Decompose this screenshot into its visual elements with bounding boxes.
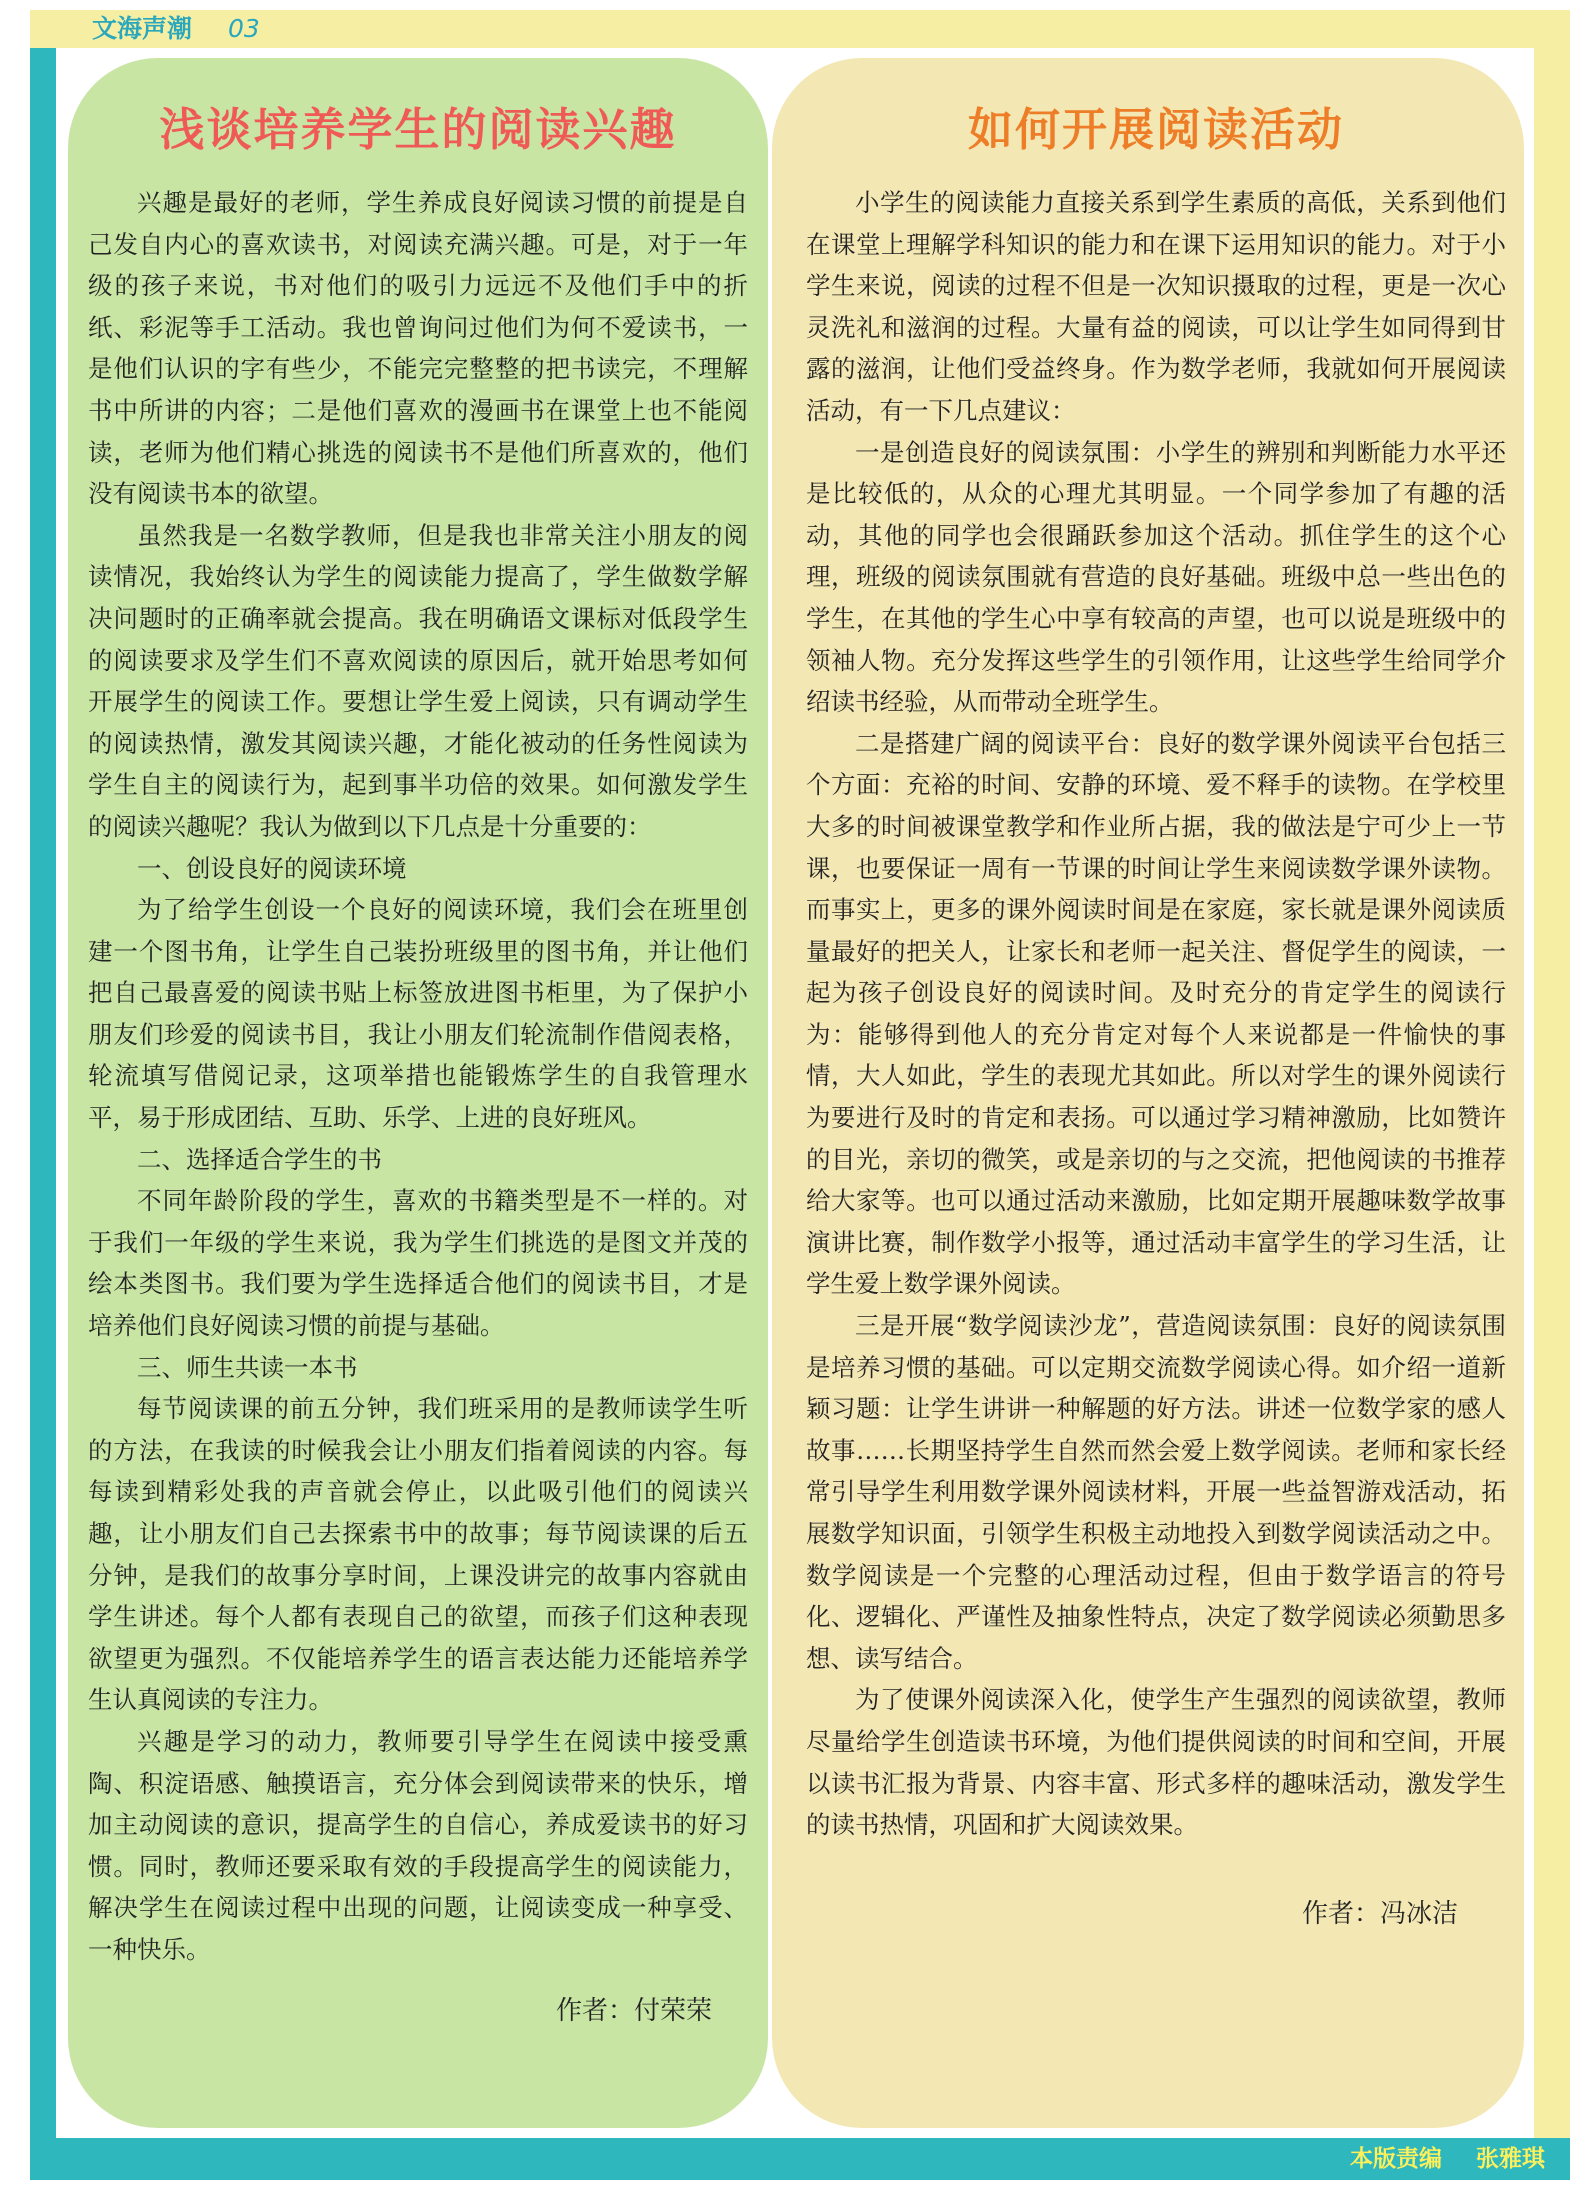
paragraph: 一是创造良好的阅读氛围：小学生的辨别和判断能力水平还是比较低的，从众的心理尤其明显。一个同学参加了有趣的活动，其他的同学也会很踊跃参加这个活动。抓住学生的这个心理，班级的阅读氛围就有营造的良好基础。班级中总一些出色的学生，在其他的学生心中享有较高的声望，也可以说是班级中的领袖人物。充分发挥这些学生的引领作用，让这些学生给同学介绍读书经验，从而带动全班学生。 <box>806 437 1506 717</box>
section-name: 文海声潮 <box>92 14 193 43</box>
paragraph: 为了给学生创设一个良好的阅读环境，我们会在班里创建一个图书角，让学生自己装扮班级里的图书角，并让他们把自己最喜爱的阅读书贴上标签放进图书柜里，为了保护小朋友们珍爱的阅读书目，我让小朋友们轮流制作借阅表格，轮流填写借阅记录，这项举措也能锻炼学生的自我管理水平，易于形成团结、互助、乐学、上进的良好班风。 <box>88 895 748 1133</box>
right-article-body <box>806 182 1506 1846</box>
right-article-author: 作者：冯冰洁 <box>1301 1898 1458 1929</box>
section-heading: 二、选择适合学生的书 <box>137 1144 382 1174</box>
left-article-body <box>88 182 748 1971</box>
top-border-stripe <box>30 10 1570 48</box>
editor-name: 张雅琪 <box>1476 2146 1545 2172</box>
right-article-panel <box>772 58 1524 2128</box>
paragraph: 三是开展“数学阅读沙龙”，营造阅读氛围：良好的阅读氛围是培养习惯的基础。可以定期交流数学阅读心得。如介绍一道新颖习题：让学生讲讲一种解题的好方法。讲述一位数学家的感人故事……长期坚持学生自然而然会爱上数学阅读。老师和家长经常引导学生利用数学课外阅读材料，开展一些益智游戏活动，拓展数学知识面，引领学生积极主动地投入到数学阅读活动之中。数学阅读是一个完整的心理活动过程，但由于数学语言的符号化、逻辑化、严谨性及抽象性特点，决定了数学阅读必须勤思多想、读写结合。 <box>806 1311 1506 1673</box>
paragraph: 二是搭建广阔的阅读平台：良好的数学课外阅读平台包括三个方面：充裕的时间、安静的环境、爱不释手的读物。在学校里大多的时间被课堂教学和作业所占据，我的做法是宁可少上一节课，也要保证一周有一节课的时间让学生来阅读数学课外读物。而事实上，更多的课外阅读时间是在家庭，家长就是课外阅读质量最好的把关人，让家长和老师一起关注、督促学生的阅读，一起为孩子创设良好的阅读时间。及时充分的肯定学生的阅读行为：能够得到他人的充分肯定对每个人来说都是一件愉快的事情，大人如此，学生的表现尤其如此。所以对学生的课外阅读行为要进行及时的肯定和表扬。可以通过学习精神激励，比如赞许的目光，亲切的微笑，或是亲切的与之交流，把他阅读的书推荐给大家等。也可以通过活动来激励，比如定期开展趣味数学故事演讲比赛，制作数学小报等，通过活动丰富学生的学习生活，让学生爱上数学课外阅读。 <box>806 728 1506 1299</box>
left-article-panel <box>68 58 768 2128</box>
paragraph: 兴趣是学习的动力，教师要引导学生在阅读中接受熏陶、积淀语感、触摸语言，充分体会到阅读带来的快乐，增加主动阅读的意识，提高学生的自信心，养成爱读书的好习惯。同时，教师还要采取有效的手段提高学生的阅读能力，解决学生在阅读过程中出现的问题，让阅读变成一种享受、一种快乐。 <box>88 1726 748 1964</box>
right-border-stripe <box>1534 10 1570 2158</box>
right-article-title: 如何开展阅读活动 <box>967 103 1344 156</box>
paragraph: 虽然我是一名数学教师，但是我也非常关注小朋友的阅读情况，我始终认为学生的阅读能力提高了，学生做数学解决问题时的正确率就会提高。我在明确语文课标对低段学生的阅读要求及学生们不喜欢阅读的原因后，就开始思考如何开展学生的阅读工作。要想让学生爱上阅读，只有调动学生的阅读热情，激发其阅读兴趣，才能化被动的任务性阅读为学生自主的阅读行为，起到事半功倍的效果。如何激发学生的阅读兴趣呢？我认为做到以下几点是十分重要的： <box>88 520 748 841</box>
section-heading: 一、创设良好的阅读环境 <box>137 853 407 883</box>
paragraph: 每节阅读课的前五分钟，我们班采用的是教师读学生听的方法，在我读的时候我会让小朋友们指着阅读的内容。每每读到精彩处我的声音就会停止，以此吸引他们的阅读兴趣，让小朋友们自己去探索书中的故事；每节阅读课的后五分钟，是我们的故事分享时间，上课没讲完的故事内容就由学生讲述。每个人都有表现自己的欲望，而孩子们这种表现欲望更为强烈。不仅能培养学生的语言表达能力还能培养学生认真阅读的专注力。 <box>88 1394 748 1715</box>
page-number: 03 <box>228 14 260 43</box>
left-border-stripe <box>30 10 56 2158</box>
paragraph: 不同年龄阶段的学生，喜欢的书籍类型是不一样的。对于我们一年级的学生来说，我为学生们挑选的是图文并茂的绘本类图书。我们要为学生选择适合他们的阅读书目，才是培养他们良好阅读习惯的前提与基础。 <box>88 1186 748 1341</box>
paragraph: 为了使课外阅读深入化，使学生产生强烈的阅读欲望，教师尽量给学生创造读书环境，为他们提供阅读的时间和空间，开展以读书汇报为背景、内容丰富、形式多样的趣味活动，激发学生的读书热情，巩固和扩大阅读效果。 <box>806 1685 1506 1840</box>
paragraph: 小学生的阅读能力直接关系到学生素质的高低，关系到他们在课堂上理解学科知识的能力和在课下运用知识的能力。对于小学生来说，阅读的过程不但是一次知识摄取的过程，更是一次心灵洗礼和滋润的过程。大量有益的阅读，可以让学生如同得到甘露的滋润，让他们受益终身。作为数学老师，我就如何开展阅读活动，有一下几点建议： <box>806 188 1506 425</box>
paragraph: 兴趣是最好的老师，学生养成良好阅读习惯的前提是自己发自内心的喜欢读书，对阅读充满兴趣。可是，对于一年级的孩子来说，书对他们的吸引力远远不及他们手中的折纸、彩泥等手工活动。我也曾询问过他们为何不爱读书，一是他们认识的字有些少，不能完完整整的把书读完，不理解书中所讲的内容；二是他们喜欢的漫画书在课堂上也不能阅读，老师为他们精心挑选的阅读书不是他们所喜欢的，他们没有阅读书本的欲望。 <box>88 188 748 509</box>
page-header <box>92 12 260 46</box>
left-article-author: 作者：付荣荣 <box>555 1995 712 2026</box>
section-heading: 三、师生共读一本书 <box>137 1352 358 1382</box>
page-footer <box>1350 2141 1545 2177</box>
bottom-border-stripe <box>30 2138 1570 2180</box>
editor-label: 本版责编 <box>1350 2146 1442 2172</box>
left-article-title: 浅谈培养学生的阅读兴趣 <box>159 103 677 156</box>
